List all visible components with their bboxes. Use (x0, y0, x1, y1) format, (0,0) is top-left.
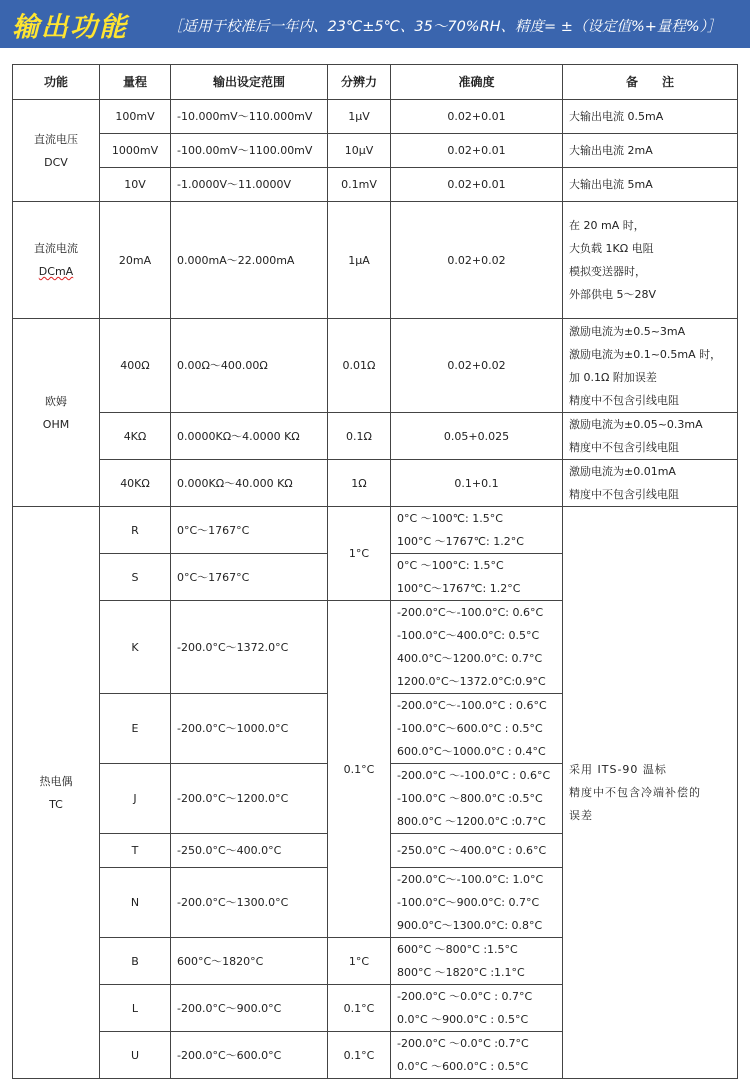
range-cell: 4KΩ (100, 413, 171, 460)
accuracy-line: -100.0°C～900.0°C: 0.7°C (397, 896, 540, 909)
resolution-cell: 0.1mV (328, 168, 391, 202)
function-abbr: OHM (42, 417, 70, 431)
note-line: 模拟变送器时， (569, 265, 646, 278)
resolution-cell: 0.1Ω (328, 413, 391, 460)
accuracy-line: -200.0°C～-100.0°C: 0.6°C (397, 606, 544, 619)
table-row (13, 460, 738, 507)
function-cell-dcv (13, 100, 100, 202)
range-cell: U (100, 1032, 171, 1079)
accuracy-line: -200.0°C～-100.0°C : 0.6°C (397, 699, 547, 712)
accuracy-cell (391, 554, 563, 601)
accuracy-cell (391, 694, 563, 764)
function-name: 直流电流 (34, 242, 78, 255)
note-line: 精度中不包含引线电阻 (569, 441, 679, 454)
resolution-cell: 0.01Ω (328, 319, 391, 413)
range-cell: K (100, 601, 171, 694)
note-cell (563, 413, 738, 460)
col-header-accuracy: 准确度 (391, 65, 563, 100)
note-line: 大负载 1KΩ 电阻 (569, 242, 654, 255)
table-header-row (13, 65, 738, 100)
col-header-resolution: 分辨力 (328, 65, 391, 100)
accuracy-line: 600°C ～800°C :1.5°C (397, 943, 518, 956)
setting-cell: 600°C～1820°C (171, 938, 328, 985)
accuracy-cell (391, 938, 563, 985)
accuracy-line: 100°C～1767℃: 1.2°C (397, 582, 521, 595)
setting-cell: -1.0000V～11.0000V (171, 168, 328, 202)
accuracy-cell (391, 834, 563, 868)
note-line: 激励电流为±0.1~0.5mA 时， (569, 347, 722, 361)
range-cell: 40KΩ (100, 460, 171, 507)
accuracy-cell (391, 985, 563, 1032)
note-line: 激励电流为±0.5~3mA (569, 324, 686, 338)
note-line: 精度中不包含引线电阻 (569, 488, 679, 501)
table-row (13, 100, 738, 134)
accuracy-cell (391, 764, 563, 834)
resolution-cell: 1μA (328, 202, 391, 319)
range-cell: R (100, 507, 171, 554)
accuracy-line: 800.0°C ～1200.0°C :0.7°C (397, 815, 546, 828)
accuracy-line: -200.0°C ～0.0°C :0.7°C (397, 1037, 529, 1050)
function-name: 欧姆 (45, 394, 67, 408)
page-header (0, 0, 750, 48)
setting-cell: 0.0000KΩ～4.0000 KΩ (171, 413, 328, 460)
note-cell-tc (563, 507, 738, 1079)
accuracy-cell: 0.02+0.01 (391, 134, 563, 168)
accuracy-line: -250.0°C ～400.0°C : 0.6°C (397, 844, 547, 857)
accuracy-line: 100°C ～1767℃: 1.2°C (397, 535, 524, 548)
accuracy-line: -100.0°C ～800.0°C :0.5°C (397, 792, 543, 805)
col-header-setting: 输出设定范围 (171, 65, 328, 100)
note-cell: 大输出电流 2mA (563, 134, 738, 168)
col-header-range: 量程 (100, 65, 171, 100)
range-cell: E (100, 694, 171, 764)
accuracy-line: 1200.0°C～1372.0°C:0.9°C (397, 675, 546, 688)
note-line: 采用 ITS-90 温标 (569, 763, 667, 776)
setting-cell: -200.0°C～600.0°C (171, 1032, 328, 1079)
function-abbr: DCV (44, 155, 68, 169)
note-line: 激励电流为±0.05~0.3mA (569, 418, 703, 431)
spec-table (12, 64, 738, 1079)
setting-cell: 0.00Ω～400.00Ω (171, 319, 328, 413)
function-abbr: DCmA (38, 265, 74, 278)
accuracy-cell (391, 1032, 563, 1079)
resolution-cell: 1Ω (328, 460, 391, 507)
function-cell-tc (13, 507, 100, 1079)
page-subtitle: ［适用于校准后一年内、23℃±5℃、35～70%RH、精度= ±（设定值%+量程%）］ (168, 19, 722, 35)
accuracy-line: -200.0°C ～0.0°C : 0.7°C (397, 990, 533, 1003)
accuracy-line: 0.0°C ～600.0°C : 0.5°C (397, 1060, 529, 1073)
note-cell (563, 319, 738, 413)
setting-cell: -200.0°C～1200.0°C (171, 764, 328, 834)
function-abbr: TC (49, 797, 63, 811)
note-line: 精度中不包含冷端补偿的 (569, 786, 701, 799)
setting-cell: -250.0°C～400.0°C (171, 834, 328, 868)
setting-cell: 0°C～1767°C (171, 507, 328, 554)
table-row (13, 202, 738, 319)
accuracy-line: 600.0°C～1000.0°C : 0.4°C (397, 745, 546, 758)
function-name: 热电偶 (39, 774, 73, 788)
note-line: 精度中不包含引线电阻 (569, 393, 679, 407)
accuracy-cell: 0.02+0.02 (391, 202, 563, 319)
resolution-cell: 1°C (328, 507, 391, 601)
note-cell: 大输出电流 5mA (563, 168, 738, 202)
range-cell: S (100, 554, 171, 601)
accuracy-line: 900.0°C～1300.0°C: 0.8°C (397, 919, 543, 932)
accuracy-line: -200.0°C ～-100.0°C : 0.6°C (397, 769, 551, 782)
setting-cell: -200.0°C～1000.0°C (171, 694, 328, 764)
accuracy-cell: 0.1+0.1 (391, 460, 563, 507)
table-row (13, 134, 738, 168)
range-cell: 100mV (100, 100, 171, 134)
range-cell: B (100, 938, 171, 985)
setting-cell: 0°C～1767°C (171, 554, 328, 601)
accuracy-cell: 0.02+0.01 (391, 168, 563, 202)
setting-cell: -200.0°C～900.0°C (171, 985, 328, 1032)
col-header-notes: 备 注 (563, 65, 738, 100)
accuracy-line: 400.0°C～1200.0°C: 0.7°C (397, 652, 543, 665)
function-name: 直流电压 (34, 132, 78, 146)
note-cell (563, 460, 738, 507)
range-cell: L (100, 985, 171, 1032)
page-title: 输出功能 (12, 12, 128, 43)
accuracy-cell: 0.02+0.01 (391, 100, 563, 134)
accuracy-cell: 0.02+0.02 (391, 319, 563, 413)
table-row (13, 319, 738, 413)
setting-cell: 0.000KΩ～40.000 KΩ (171, 460, 328, 507)
accuracy-cell (391, 601, 563, 694)
accuracy-line: 0°C ～100℃: 1.5°C (397, 512, 503, 525)
note-line: 外部供电 5～28V (569, 288, 657, 301)
accuracy-cell (391, 507, 563, 554)
range-cell: 400Ω (100, 319, 171, 413)
accuracy-line: 0°C ～100°C: 1.5°C (397, 559, 504, 572)
function-cell-dcma (13, 202, 100, 319)
note-line: 激励电流为±0.01mA (569, 465, 676, 478)
accuracy-line: 800°C ～1820°C :1.1°C (397, 966, 525, 979)
function-cell-ohm (13, 319, 100, 507)
table-row (13, 413, 738, 460)
resolution-cell: 1μV (328, 100, 391, 134)
note-cell (563, 202, 738, 319)
accuracy-line: -100.0°C～400.0°C: 0.5°C (397, 629, 540, 642)
note-line: 加 0.1Ω 附加误差 (569, 370, 657, 384)
accuracy-cell (391, 868, 563, 938)
range-cell: J (100, 764, 171, 834)
setting-cell: -200.0°C～1300.0°C (171, 868, 328, 938)
table-row (13, 168, 738, 202)
resolution-cell: 10μV (328, 134, 391, 168)
accuracy-line: -200.0°C～-100.0°C: 1.0°C (397, 873, 544, 886)
range-cell: 1000mV (100, 134, 171, 168)
accuracy-cell: 0.05+0.025 (391, 413, 563, 460)
resolution-cell: 0.1°C (328, 985, 391, 1032)
setting-cell: -100.00mV～1100.00mV (171, 134, 328, 168)
range-cell: 20mA (100, 202, 171, 319)
range-cell: T (100, 834, 171, 868)
table-row (13, 507, 738, 554)
note-line: 在 20 mA 时， (569, 219, 645, 232)
range-cell: 10V (100, 168, 171, 202)
accuracy-line: -100.0°C～600.0°C : 0.5°C (397, 722, 543, 735)
note-line: 误差 (569, 809, 593, 822)
resolution-cell: 0.1°C (328, 601, 391, 938)
resolution-cell: 0.1°C (328, 1032, 391, 1079)
note-cell: 大输出电流 0.5mA (563, 100, 738, 134)
accuracy-line: 0.0°C ～900.0°C : 0.5°C (397, 1013, 529, 1026)
resolution-cell: 1°C (328, 938, 391, 985)
col-header-function: 功能 (13, 65, 100, 100)
range-cell: N (100, 868, 171, 938)
setting-cell: 0.000mA～22.000mA (171, 202, 328, 319)
setting-cell: -200.0°C～1372.0°C (171, 601, 328, 694)
setting-cell: -10.000mV～110.000mV (171, 100, 328, 134)
